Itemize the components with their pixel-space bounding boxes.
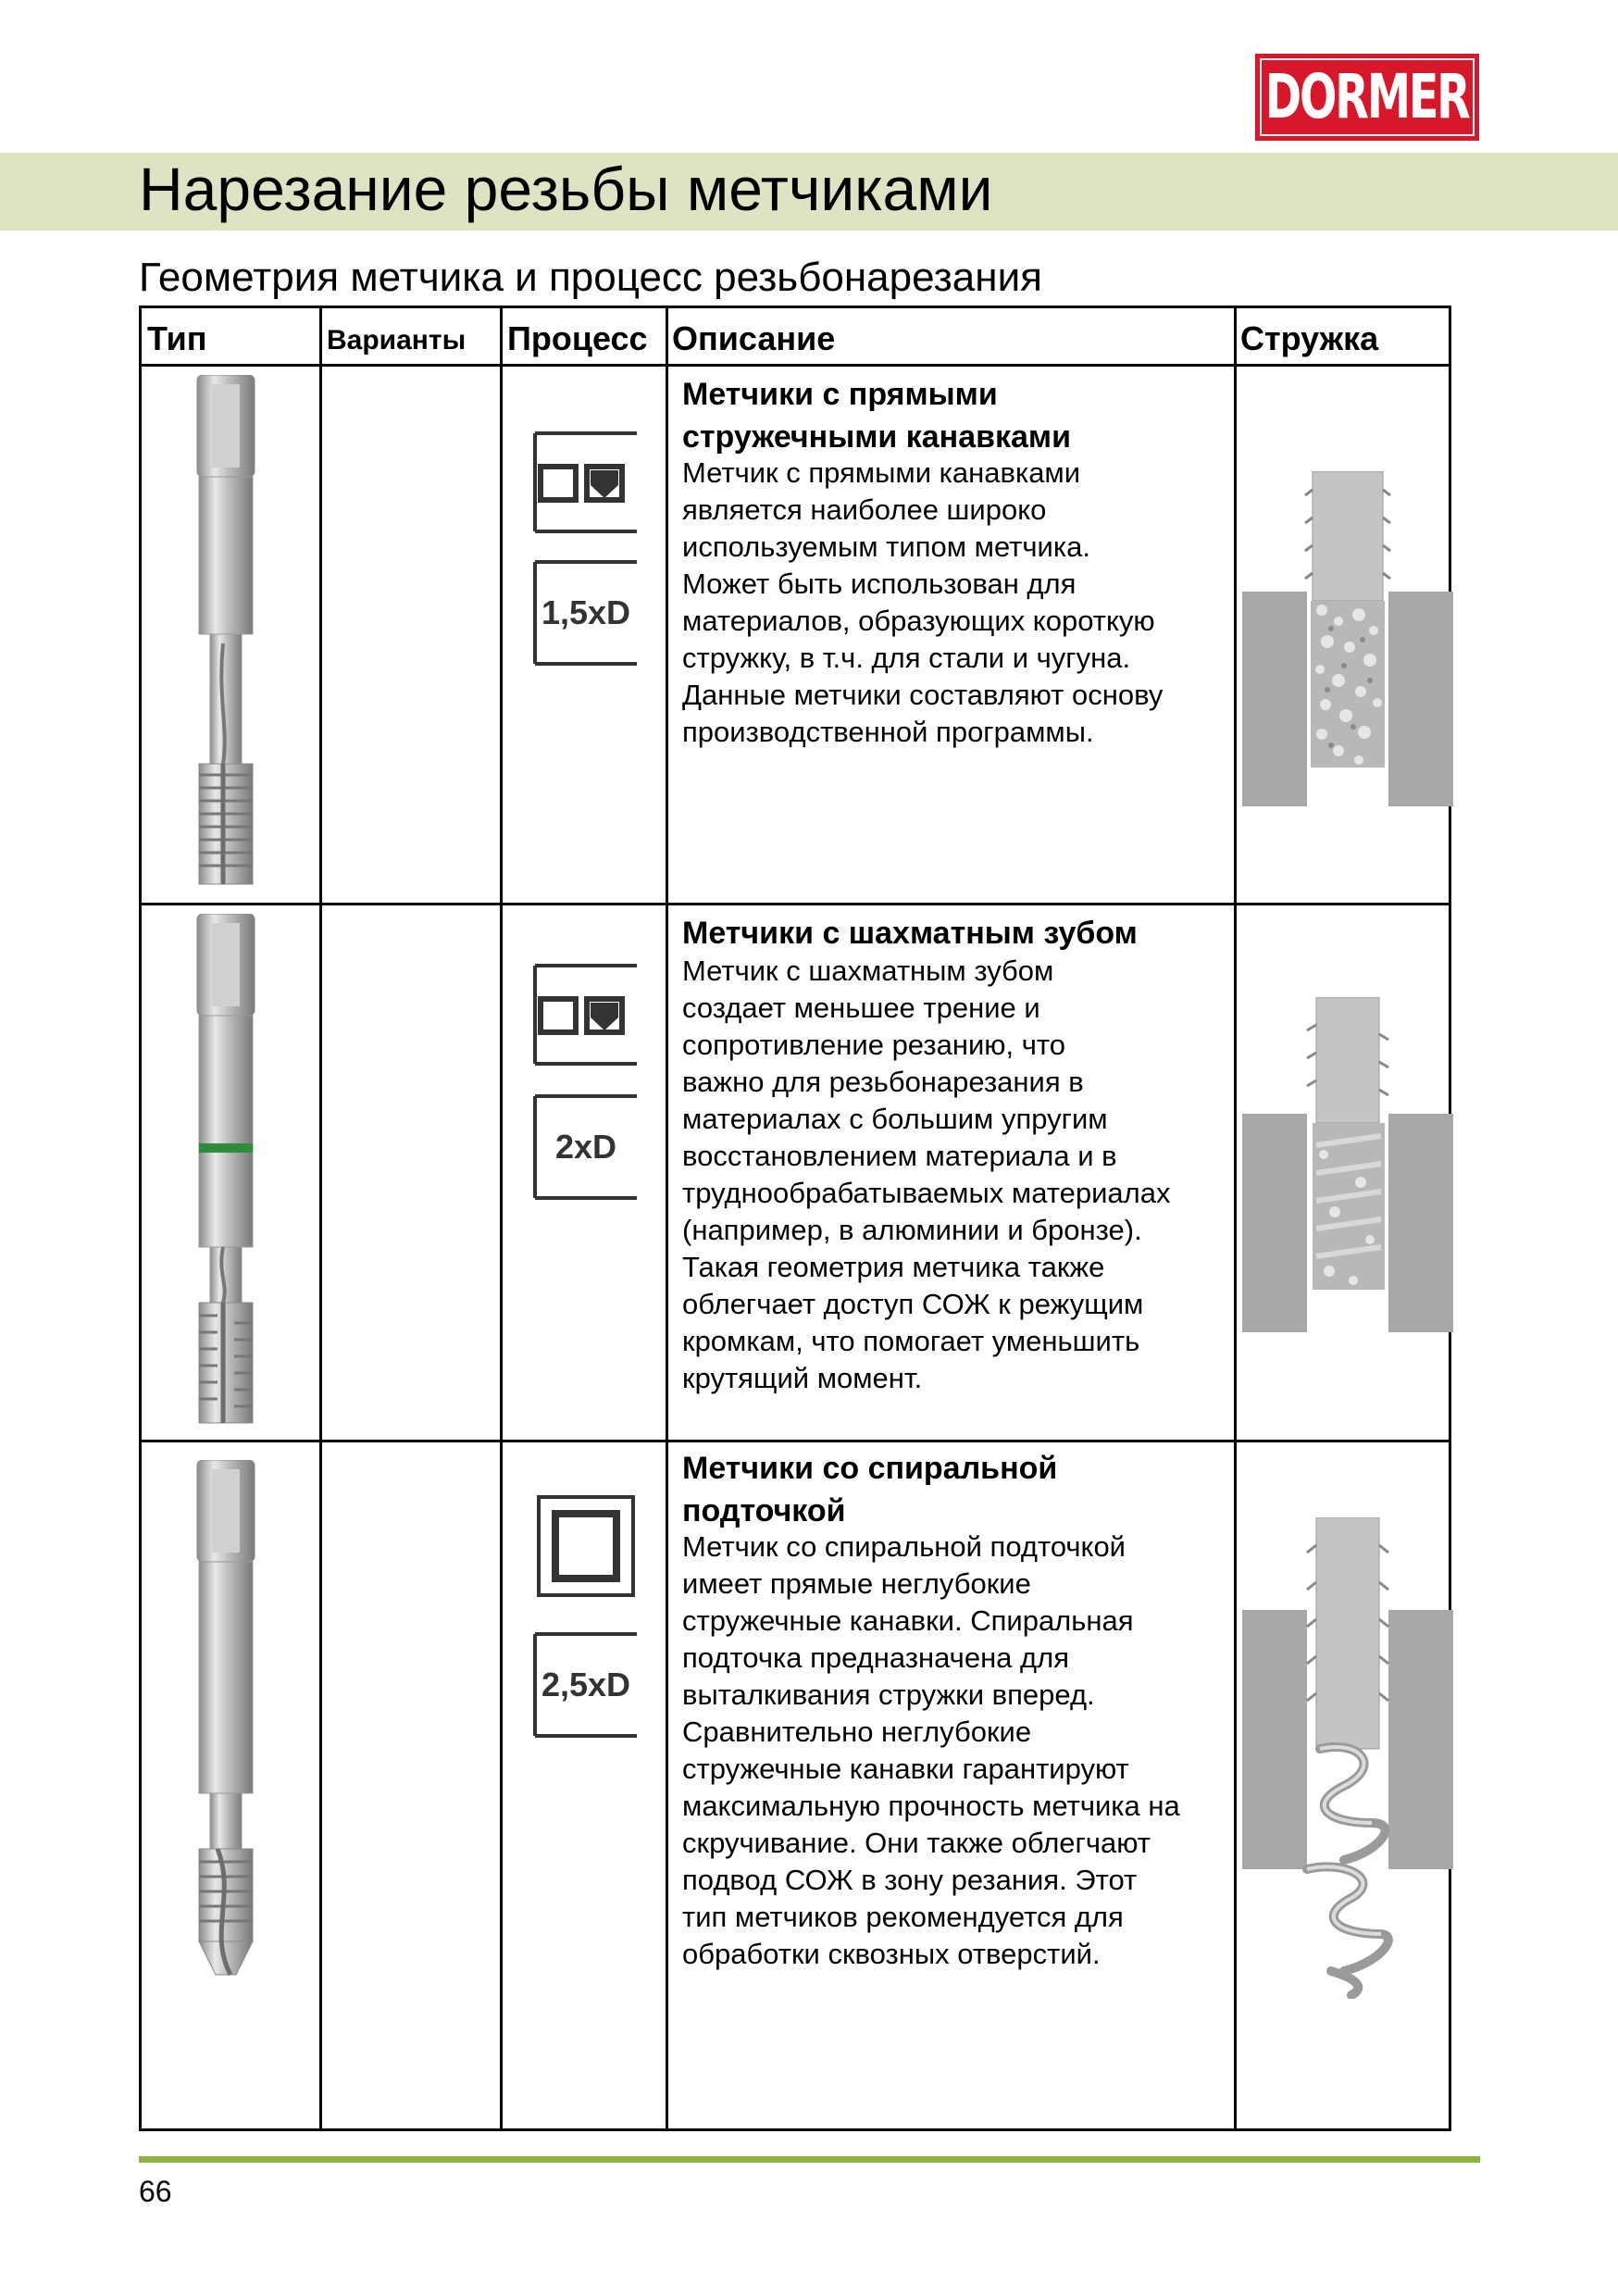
depth-indicator <box>533 1632 639 1738</box>
header-type: Тип <box>147 319 207 357</box>
header-process: Процесс <box>507 319 648 357</box>
desc-line: создает меньшее трение и <box>682 992 1040 1024</box>
dormer-logo <box>1255 54 1479 141</box>
desc-line: производственной программы. <box>682 716 1094 748</box>
desc-line: облегчает доступ СОЖ к режущим <box>682 1288 1144 1320</box>
depth-indicator <box>533 1094 639 1200</box>
column-divider <box>1234 308 1237 2128</box>
column-divider <box>666 308 668 2128</box>
desc-line: является наиболее широко <box>682 493 1047 526</box>
row-title <box>682 373 1228 458</box>
row-divider <box>142 1440 1449 1442</box>
page-subtitle: Геометрия метчика и процесс резьбонарезания <box>139 255 1042 300</box>
row-title <box>682 1447 1228 1532</box>
desc-line: Сравнительно неглубокие <box>682 1716 1032 1748</box>
desc-line: Данные метчики составляют основу <box>682 679 1164 711</box>
row-divider <box>142 903 1449 905</box>
depth-indicator <box>533 560 639 666</box>
staggered-tooth-tap-image <box>190 914 264 1432</box>
desc-line: стружечные канавки гарантируют <box>682 1753 1129 1785</box>
desc-line: стружку, в т.ч. для стали и чугуна. <box>682 642 1131 674</box>
straight-flute-tap-image <box>190 375 264 893</box>
page-number: 66 <box>139 2175 172 2208</box>
row-title-line: Метчики с шахматным зубом <box>682 916 1138 951</box>
row-title-line: подточкой <box>682 1493 846 1529</box>
desc-line: подвод СОЖ в зону резания. Этот <box>682 1864 1138 1896</box>
header-description: Описание <box>672 319 836 357</box>
desc-line: выталкивания стружки вперед. <box>682 1678 1095 1711</box>
desc-line: подточка предназначена для <box>682 1641 1070 1674</box>
row-title-line: Метчики с прямыми <box>682 377 998 412</box>
row-description <box>682 953 1228 1397</box>
header-variants: Варианты <box>327 325 467 356</box>
header-chips: Стружка <box>1240 319 1379 357</box>
desc-line: скручивание. Они также облегчают <box>682 1827 1151 1859</box>
depth-label: 2,5xD <box>541 1666 631 1703</box>
desc-line: сопротивление резанию, что <box>682 1029 1065 1061</box>
desc-line: Метчик с шахматным зубом <box>682 955 1054 987</box>
desc-line: кромкам, что помогает уменьшить <box>682 1325 1140 1357</box>
tap-geometry-table <box>139 306 1451 2131</box>
page-title: Нарезание резьбы метчиками <box>139 155 993 223</box>
row-title-line: стружечными канавками <box>682 419 1071 455</box>
desc-line: (например, в алюминии и бронзе). <box>682 1214 1142 1246</box>
desc-line: используемым типом метчика. <box>682 530 1090 563</box>
chip-formation-image <box>1242 997 1453 1332</box>
chip-formation-image <box>1242 1517 1453 1999</box>
desc-line: восстановлением материала и в <box>682 1140 1117 1172</box>
desc-line: крутящий момент. <box>682 1362 923 1394</box>
desc-line: стружечные канавки. Спиральная <box>682 1604 1134 1637</box>
column-divider <box>319 308 322 2128</box>
desc-line: Может быть использован для <box>682 568 1077 600</box>
blind-hole-icon <box>533 431 639 533</box>
desc-line: материалов, образующих короткую <box>682 605 1155 637</box>
row-description <box>682 455 1228 751</box>
desc-line: имеет прямые неглубокие <box>682 1567 1031 1600</box>
footer-rule <box>139 2156 1480 2163</box>
desc-line: материалах с большим упругим <box>682 1103 1108 1135</box>
logo-text: DORMER <box>1265 61 1469 132</box>
column-divider <box>500 308 503 2128</box>
row-description <box>682 1529 1228 1973</box>
desc-line: важно для резьбонарезания в <box>682 1066 1084 1098</box>
desc-line: Такая геометрия метчика также <box>682 1251 1105 1283</box>
spiral-point-tap-image <box>190 1460 264 1978</box>
header-divider <box>142 364 1449 367</box>
desc-line: труднообрабатываемых материалах <box>682 1177 1171 1209</box>
desc-line: максимальную прочность метчика на <box>682 1790 1180 1822</box>
chip-formation-image <box>1242 471 1453 806</box>
desc-line: обработки сквозных отверстий. <box>682 1938 1101 1970</box>
desc-line: тип метчиков рекомендуется для <box>682 1901 1124 1933</box>
desc-line: Метчик с прямыми канавками <box>682 456 1081 489</box>
depth-label: 2xD <box>554 1128 617 1166</box>
row-title <box>682 912 1228 955</box>
desc-line: Метчик со спиральной подточкой <box>682 1530 1126 1563</box>
row-title-line: Метчики со спиральной <box>682 1451 1058 1486</box>
blind-hole-icon <box>533 964 639 1066</box>
through-hole-icon <box>535 1493 637 1599</box>
depth-label: 1,5xD <box>541 593 631 631</box>
